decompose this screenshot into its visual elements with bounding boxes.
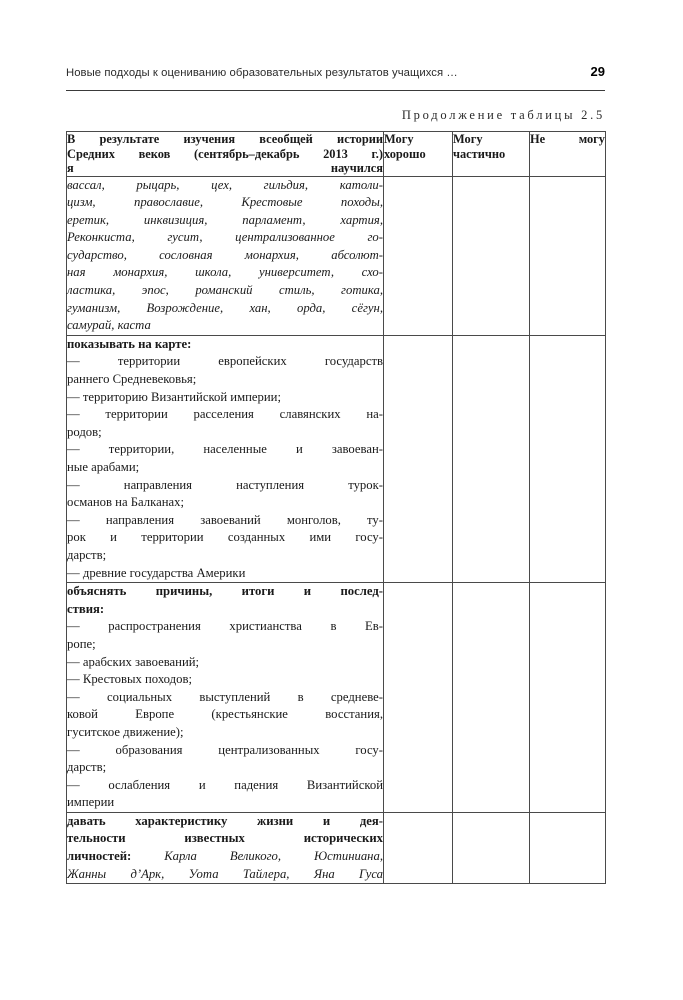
persons-heading-line-2: тельности известных исторических bbox=[67, 831, 383, 846]
terms-line-1: вассал, рыцарь, цех, гильдия, католи- bbox=[67, 177, 383, 192]
terms-line-5: сударство, сословная монархия, абсолют- bbox=[67, 247, 383, 262]
column-header-can-well bbox=[384, 132, 453, 177]
mark-cell-cannot[interactable] bbox=[530, 335, 606, 582]
persons-heading-line-3: личностей: bbox=[67, 849, 132, 864]
column-header-cannot-line-1: Не могу bbox=[530, 132, 605, 146]
column-header-skill bbox=[67, 132, 384, 177]
table-row bbox=[67, 812, 606, 883]
mark-cell-can-partially[interactable] bbox=[453, 583, 530, 813]
mark-cell-can-partially[interactable] bbox=[453, 335, 530, 582]
mark-cell-cannot[interactable] bbox=[530, 812, 606, 883]
column-header-can-partially-line-2: частично bbox=[453, 146, 506, 161]
terms-line-6: ная монархия, школа, университет, схо- bbox=[67, 265, 383, 280]
causes-line-8: — образования централизованных госу- bbox=[67, 742, 383, 757]
mark-cell-cannot[interactable] bbox=[530, 583, 606, 813]
map-line-13: — древние государства Америки bbox=[67, 565, 246, 580]
skill-cell-causes bbox=[67, 583, 384, 813]
skill-cell-map bbox=[67, 335, 384, 582]
map-line-4: — территории расселения славянских на- bbox=[67, 407, 383, 422]
causes-line-1: — распространения христианства в Ев- bbox=[67, 619, 383, 634]
causes-line-10: — ослабления и падения Византийской bbox=[67, 777, 383, 792]
causes-line-9: дарств; bbox=[67, 760, 107, 775]
causes-heading-line-2: ствия: bbox=[67, 601, 105, 616]
map-line-5: родов; bbox=[67, 424, 102, 439]
map-line-7: ные арабами; bbox=[67, 460, 140, 474]
mark-cell-can-partially[interactable] bbox=[453, 812, 530, 883]
terms-line-4: Реконкиста, гусит, централизованное го- bbox=[67, 230, 383, 245]
terms-line-2: цизм, православие, Крестовые походы, bbox=[67, 195, 383, 210]
header-rule bbox=[66, 90, 605, 91]
causes-line-5: — социальных выступлений в средневе- bbox=[67, 689, 383, 704]
terms-line-9: самурай, каста bbox=[67, 318, 151, 333]
running-header bbox=[66, 64, 605, 79]
terms-line-8: гуманизм, Возрождение, хан, орда, сёгун, bbox=[67, 300, 383, 315]
skill-cell-persons bbox=[67, 812, 384, 883]
column-header-can-partially-line-1: Могу bbox=[453, 132, 483, 146]
mark-cell-can-well[interactable] bbox=[384, 583, 453, 813]
map-line-1: — территории европейских государств bbox=[67, 354, 383, 369]
causes-line-4: — Крестовых походов; bbox=[67, 672, 192, 687]
column-header-can-well-line-2: хорошо bbox=[384, 146, 426, 161]
causes-line-3: — арабских завоеваний; bbox=[67, 654, 200, 669]
terms-line-3: еретик, инквизиция, парламент, хартия, bbox=[67, 212, 383, 227]
page-number: 29 bbox=[590, 64, 605, 79]
mark-cell-cannot[interactable] bbox=[530, 176, 606, 335]
persons-heading-line-1: давать характеристику жизни и дея- bbox=[67, 813, 383, 828]
persons-names-line-2: Жанны д’Арк, Уота Тайлера, Яна Гуса bbox=[67, 866, 383, 881]
map-line-3: — территорию Византийской империи; bbox=[67, 389, 281, 404]
map-line-2: раннего Средневековья; bbox=[67, 372, 197, 387]
map-line-9: османов на Балканах; bbox=[67, 495, 185, 510]
causes-line-2: ропе; bbox=[67, 636, 96, 651]
mark-cell-can-well[interactable] bbox=[384, 176, 453, 335]
causes-line-7: гуситское движение); bbox=[67, 724, 184, 739]
column-header-cannot bbox=[530, 132, 606, 177]
running-header-title: Новые подходы к оцениванию образовательных результатов учащихся … bbox=[66, 67, 458, 79]
terms-line-7: ластика, эпос, романский стиль, готика, bbox=[67, 283, 383, 298]
table-header-row bbox=[67, 132, 606, 177]
causes-line-11: империи bbox=[67, 795, 115, 810]
table-row bbox=[67, 335, 606, 582]
table-row bbox=[67, 176, 606, 335]
map-heading: показывать на карте: bbox=[67, 336, 192, 351]
causes-line-6: ковой Европе (крестьянские восстания, bbox=[67, 707, 383, 722]
map-line-10: — направления завоеваний монголов, ту- bbox=[67, 512, 383, 527]
column-header-skill-line-1: В результате изучения всеобщей истории bbox=[67, 132, 383, 146]
column-header-can-well-line-1: Могу bbox=[384, 132, 414, 146]
persons-names-line-1: Карла Великого, Юстиниана, bbox=[131, 849, 383, 864]
map-line-11: рок и территории созданных ими госу- bbox=[67, 530, 383, 545]
mark-cell-can-partially[interactable] bbox=[453, 176, 530, 335]
table-continuation-caption: Продолжение таблицы 2.5 bbox=[401, 108, 605, 122]
skill-cell-terms bbox=[67, 176, 384, 335]
column-header-skill-line-3: я научился bbox=[67, 161, 383, 175]
column-header-can-partially bbox=[453, 132, 530, 177]
map-line-6: — территории, населенные и завоеван- bbox=[67, 442, 383, 457]
map-line-8: — направления наступления турок- bbox=[67, 477, 383, 492]
column-header-skill-line-2: Средних веков (сентябрь–декабрь 2013 г.) bbox=[67, 146, 383, 161]
map-line-12: дарств; bbox=[67, 547, 107, 562]
mark-cell-can-well[interactable] bbox=[384, 335, 453, 582]
self-assessment-table bbox=[66, 131, 606, 884]
mark-cell-can-well[interactable] bbox=[384, 812, 453, 883]
table-row bbox=[67, 583, 606, 813]
causes-heading-line-1: объяснять причины, итоги и послед- bbox=[67, 584, 383, 599]
